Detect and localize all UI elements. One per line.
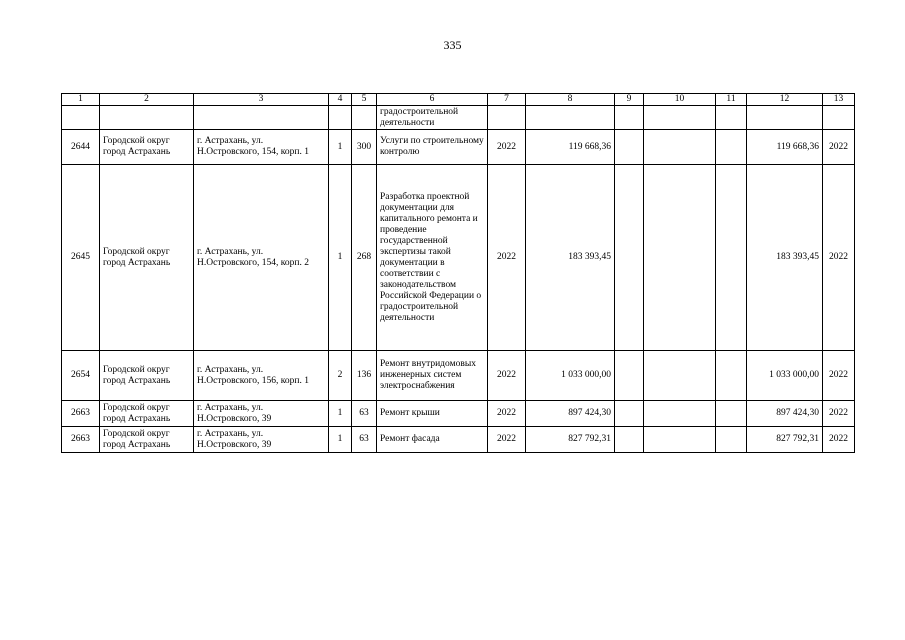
cell-amount: 897 424,30	[526, 401, 615, 427]
cell-col9	[615, 130, 644, 165]
cell-work-type: Ремонт фасада	[377, 427, 488, 453]
cell-col10	[644, 130, 716, 165]
cell-col10	[644, 165, 716, 351]
cell-col9	[615, 165, 644, 351]
cell-address: г. Астрахань, ул. Н.Островского, 154, корп. 2	[194, 165, 329, 351]
table-row	[62, 351, 855, 401]
cell-col9	[615, 351, 644, 401]
col-header: 12	[747, 94, 823, 106]
cell-end-year: 2022	[823, 427, 855, 453]
cell-id: 268	[352, 165, 377, 351]
cell-address: г. Астрахань, ул. Н.Островского, 154, корп. 1	[194, 130, 329, 165]
cell-number: 2645	[62, 165, 100, 351]
cell-amount: 1 033 000,00	[526, 351, 615, 401]
cell-number: 2663	[62, 401, 100, 427]
table-row	[62, 130, 855, 165]
col-header: 2	[100, 94, 194, 106]
cell-year: 2022	[488, 165, 526, 351]
cell-municipality: Городской округ город Астрахань	[100, 165, 194, 351]
continuation-row	[62, 106, 855, 130]
cell-id: 300	[352, 130, 377, 165]
col-header: 9	[615, 94, 644, 106]
cell-id: 63	[352, 401, 377, 427]
cell-number: 2644	[62, 130, 100, 165]
cell-end-year: 2022	[823, 165, 855, 351]
cell-year: 2022	[488, 351, 526, 401]
cell-work-type: Ремонт внутридомовых инженерных систем электроснабжения	[377, 351, 488, 401]
col-header: 3	[194, 94, 329, 106]
col-header: 4	[329, 94, 352, 106]
cell-col11	[716, 427, 747, 453]
cell-total: 897 424,30	[747, 401, 823, 427]
cell-col11	[716, 401, 747, 427]
cell-year: 2022	[488, 130, 526, 165]
cell-municipality: Городской округ город Астрахань	[100, 401, 194, 427]
cell-col11	[716, 165, 747, 351]
page-number: 335	[443, 38, 462, 52]
cell-col10	[644, 351, 716, 401]
cell-col10	[644, 427, 716, 453]
cell-address: г. Астрахань, ул. Н.Островского, 39	[194, 401, 329, 427]
cell-amount: 119 668,36	[526, 130, 615, 165]
cell-end-year: 2022	[823, 351, 855, 401]
header-row	[62, 94, 855, 106]
works-table	[61, 93, 855, 453]
cell-count: 1	[329, 130, 352, 165]
cell-work-type: градостроительной деятельности	[377, 106, 488, 130]
cell-count: 1	[329, 401, 352, 427]
cell-address: г. Астрахань, ул. Н.Островского, 156, корп. 1	[194, 351, 329, 401]
cell-id: 136	[352, 351, 377, 401]
cell-count: 1	[329, 165, 352, 351]
col-header: 5	[352, 94, 377, 106]
cell-year: 2022	[488, 427, 526, 453]
cell-col9	[615, 401, 644, 427]
table-row	[62, 165, 855, 351]
cell-work-type: Услуги по строительному контролю	[377, 130, 488, 165]
cell-col11	[716, 130, 747, 165]
cell-amount: 183 393,45	[526, 165, 615, 351]
cell-total: 183 393,45	[747, 165, 823, 351]
cell-col11	[716, 351, 747, 401]
col-header: 1	[62, 94, 100, 106]
cell-work-type: Разработка проектной документации для капитального ремонта и проведение государственной экспертизы такой документации в соответствии с законодательством Российской Федерации о градостроительной деятельности	[377, 165, 488, 351]
cell-year: 2022	[488, 401, 526, 427]
cell-number: 2663	[62, 427, 100, 453]
cell-end-year: 2022	[823, 130, 855, 165]
cell-address: г. Астрахань, ул. Н.Островского, 39	[194, 427, 329, 453]
col-header: 8	[526, 94, 615, 106]
cell-col10	[644, 401, 716, 427]
cell-amount: 827 792,31	[526, 427, 615, 453]
cell-count: 2	[329, 351, 352, 401]
cell-number: 2654	[62, 351, 100, 401]
cell-total: 1 033 000,00	[747, 351, 823, 401]
cell-end-year: 2022	[823, 401, 855, 427]
cell-work-type: Ремонт крыши	[377, 401, 488, 427]
cell-municipality: Городской округ город Астрахань	[100, 351, 194, 401]
cell-municipality: Городской округ город Астрахань	[100, 130, 194, 165]
col-header: 6	[377, 94, 488, 106]
cell-col9	[615, 427, 644, 453]
table-row	[62, 427, 855, 453]
cell-total: 119 668,36	[747, 130, 823, 165]
cell-id: 63	[352, 427, 377, 453]
cell-count: 1	[329, 427, 352, 453]
col-header: 10	[644, 94, 716, 106]
cell-total: 827 792,31	[747, 427, 823, 453]
col-header: 13	[823, 94, 855, 106]
table-row	[62, 401, 855, 427]
col-header: 11	[716, 94, 747, 106]
cell-municipality: Городской округ город Астрахань	[100, 427, 194, 453]
col-header: 7	[488, 94, 526, 106]
